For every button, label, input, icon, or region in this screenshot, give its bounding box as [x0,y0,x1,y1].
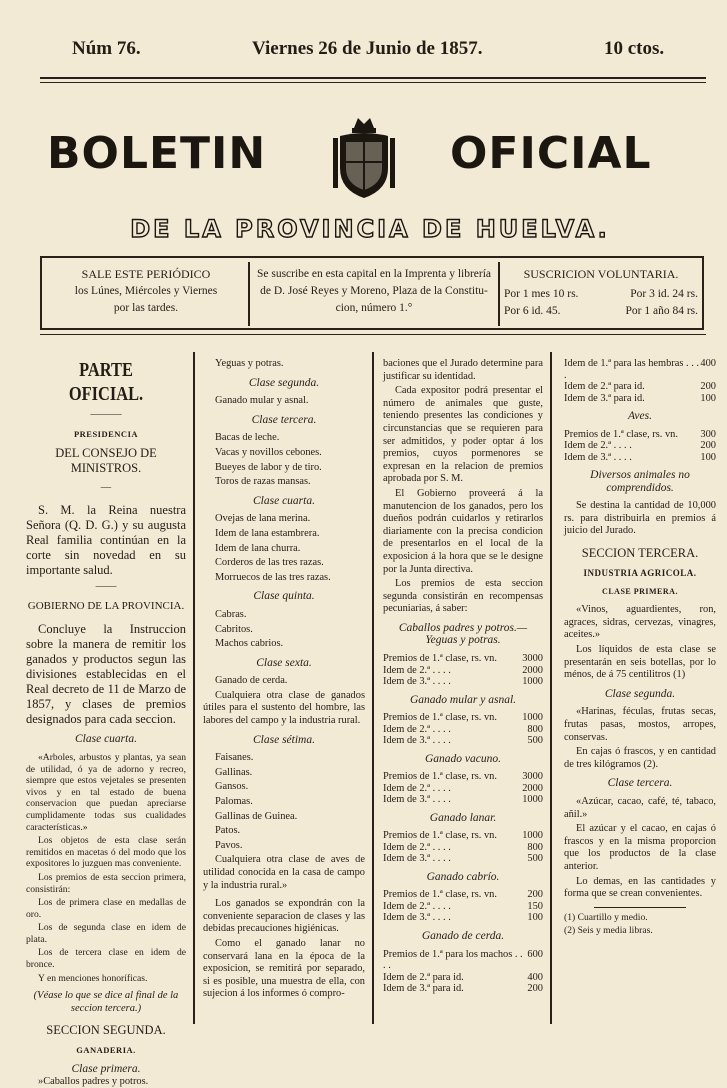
column-2: Yeguas y potras. Clase segunda. Ganado mular y asnal. Clase tercera. Bacas de leche. Vacas y novillos cebones. Bueyes de labor y de tiro. Toros de razas mansas. Clase cuarta. Ovejas de lana merina. Idem de lana estambrera. Idem de lana churra. Corderos de las tres razas. Morruecos de las tres razas. Clase quinta. Cabras. Cabritos. Machos cabrios. Clase sexta. Ganado de cerda. Cualquiera otra clase de ganados útiles para el sustento del hombre, las labores del campo y la industria rural. Clase sétima. Faisanes. Gallinas. Gansos. Palomas. Gallinas de Guinea. Patos. Pavos. Cualquiera otra clase de aves de utilidad conocida en la casa de campo y la industria rural.» Los ganados se expondrán con la conveniente separacion de clases y las debidas precauciones higiénicas. Como el ganado lanar no conservará lana en la época de la exposicion, se remitirá por separado, si es posible, una muestra de ella, con sujecion á los informes ó compro- [203,358,365,1000]
subscription-rates: SUSCRICION VOLUNTARIA. Por 1 mes 10 rs. Por 3 id. 24 rs. Por 6 id. 45. Por 1 año 84 rs. [504,267,698,317]
title-oficial: OFICIAL [450,128,652,179]
prize-table-aves: Premios de 1.ª clase, rs. vn. 300 Idem de 2.ª . . . . 200 Idem de 3.ª . . . . 100 [564,428,716,463]
prize-table-cabrio: Premios de 1.ª clase, rs. vn. 200 Idem de 2.ª . . . . 150 Idem de 3.ª . . . . 100 [383,889,543,924]
prize-table-caballos: Premios de 1.ª clase, rs. vn. 3000 Idem de 2.ª . . . . 2000 Idem de 3.ª . . . . 1000 [383,653,543,688]
top-rule [40,77,706,79]
title-subtitle: DE LA PROVINCIA DE HUELVA. [130,215,610,243]
issue-number: Núm 76. [72,38,141,59]
coat-of-arms-icon [332,112,396,204]
column-3: baciones que el Jurado determine para justificar su identidad. Cada expositor podrá presentar el número de animales que guste, teniendo presentes las condiciones y circunstancias que se requieren para ser admitidos, y poder optar á los premios, cuyos pormenores se expresan en la relacion de premios aprobada por S. M. El Gobierno proveerá á la manutencion de los ganados, pero los dueños podrán cuidarlos y retirarlos diariamente con la precisa condicion de presentarlos en el local de la exposicion á la hora que se le designe por la Junta directiva. Los premios de esta seccion segunda consistirán en recompensas pecuniarias, á saber: Caballos padres y potros.—Yeguas y potras. Premios de 1.ª clase, rs. vn. 3000 Idem de 2.ª . . . . 2000 Idem de 3.ª . . . . 1000 Ganado mular y asnal. Premios de 1.ª clase, rs. vn. 1000 Idem de 2.ª . . . . 800 Idem de 3.ª . . . . 500 Ganado vacuno. Premios de 1.ª clase, rs. vn. 3000 Idem de 2.ª . . . . 2000 Idem de 3.ª . . . . 1000 Ganado lanar. Premios de 1.ª clase, rs. vn. 1000 Idem de 2.ª . . . . 800 Idem de 3.ª . . . . 500 Ganado cabrío. Premios de 1.ª clase, rs. vn. 200 Idem de 2.ª . . . . 150 Idem de 3.ª . . . . 100 Ganado de cerda. Premios de 1.ª para los machos . . . . 600 Idem de 2.ª para id. 400 Idem de 3.ª para id. 200 [383,358,543,995]
prize-table-lanar: Premios de 1.ª clase, rs. vn. 1000 Idem de 2.ª . . . . 800 Idem de 3.ª . . . . 500 [383,830,543,865]
top-rule-thin [40,82,706,83]
subscription-place: Se suscribe en esta capital en la Imprenta y librería de D. José Reyes y Moreno, Plaza de la Constitu- cion, número 1.° [256,268,492,314]
subscription-info-box [40,256,704,330]
note: (Véase lo que se dice al final de la seccion tercera.) [33,990,179,1014]
prize-table-mular: Premios de 1.ª clase, rs. vn. 1000 Idem de 2.ª . . . . 800 Idem de 3.ª . . . . 500 [383,712,543,747]
footnote-2: (2) Seis y media libras. [564,925,653,937]
prize-table-cerda: Premios de 1.ª para los machos . . . . 600 Idem de 2.ª para id. 400 Idem de 3.ª para id. 200 [383,948,543,995]
footnote-1: (1) Cuartillo y medio. [564,911,648,923]
title-boletin: BOLETIN [47,128,267,179]
section-heading: PARTE OFICIAL. [68,359,144,405]
prize-table-hembras: Idem de 1.ª para las hembras . . . . 400 Idem de 2.ª para id. 200 Idem de 3.ª para id. 100 [564,358,716,404]
column-4: Idem de 1.ª para las hembras . . . . 400 Idem de 2.ª para id. 200 Idem de 3.ª para id. 100 Aves. Premios de 1.ª clase, rs. vn. 300 Idem de 2.ª . . . . 200 Idem de 3.ª . . . . 100 Diversos animales no comprendidos. Se destina la cantidad de 10,000 rs. para distribuirla en premios á juicio del Jurado. SECCION TERCERA. INDUSTRIA AGRICOLA. CLASE PRIMERA. «Vinos, aguardientes, ron, agraces, sidras, cervezas, vinagres, aceites.» Los líquidos de esta clase se presentarán en seis botellas, por lo ménos, de á 75 centilitros (1) Clase segunda. «Harinas, féculas, frutas secas, frutas pasas, mostos, arropes, conservas. En cajas ó frascos, y en cantidad de tres kilógramos (2). Clase tercera. «Azúcar, cacao, café, té, tabaco, añil.» El azúcar y el cacao, en cajas ó frascos y en la misma proporcion que los productos de la clase anterior. Lo demas, en las cantidades y forma que se crean convenientes. (1) Cuartillo y medio. (2) Seis y media libras. [564,358,716,937]
issue-date: Viernes 26 de Junio de 1857. [252,38,483,59]
masthead-line [0,12,727,59]
column-1: PARTE OFICIAL. ——— PRESIDENCIA DEL CONSEJO DE MINISTROS. — S. M. la Reina nuestra Señora (Q. D. G.) y su augusta Real familia continúan en la corte sin novedad en su importante salud. —— GOBIERNO DE LA PROVINCIA. Concluye la Instruccion sobre la manera de remitir los ganados y productos segun las divisiones establecidas en el Real decreto de 11 de Marzo de 1857, y clases de premios designados para cada seccion. Clase cuarta. «Arboles, arbustos y plantas, ya sean de utilidad, ó ya de adorno y recreo, siempre que estos vejetales se presenten vivos y en tal estado de buena conservacion que puedan apreciarse cumplidamente todas sus cualidades características.» Los objetos de esta clase serán remitidos en macetas ó del modo que los expositores lo juzguen mas conveniente. Los premios de esta seccion primera, consistirán: Los de primera clase en medallas de oro. Los de segunda clase en idem de plata. Los de tercera clase en idem de bronce. Y en menciones honoríficas. (Véase lo que se dice al final de la seccion tercera.) SECCION SEGUNDA. GANADERIA. Clase primera. »Caballos padres y potros. [26,359,186,1087]
issue-price: 10 ctos. [604,38,665,59]
prize-table-vacuno: Premios de 1.ª clase, rs. vn. 3000 Idem de 2.ª . . . . 2000 Idem de 3.ª . . . . 1000 [383,771,543,806]
publication-schedule: SALE ESTE PERIÓDICO los Lúnes, Miércoles y Viernes por las tardes. [74,267,218,314]
